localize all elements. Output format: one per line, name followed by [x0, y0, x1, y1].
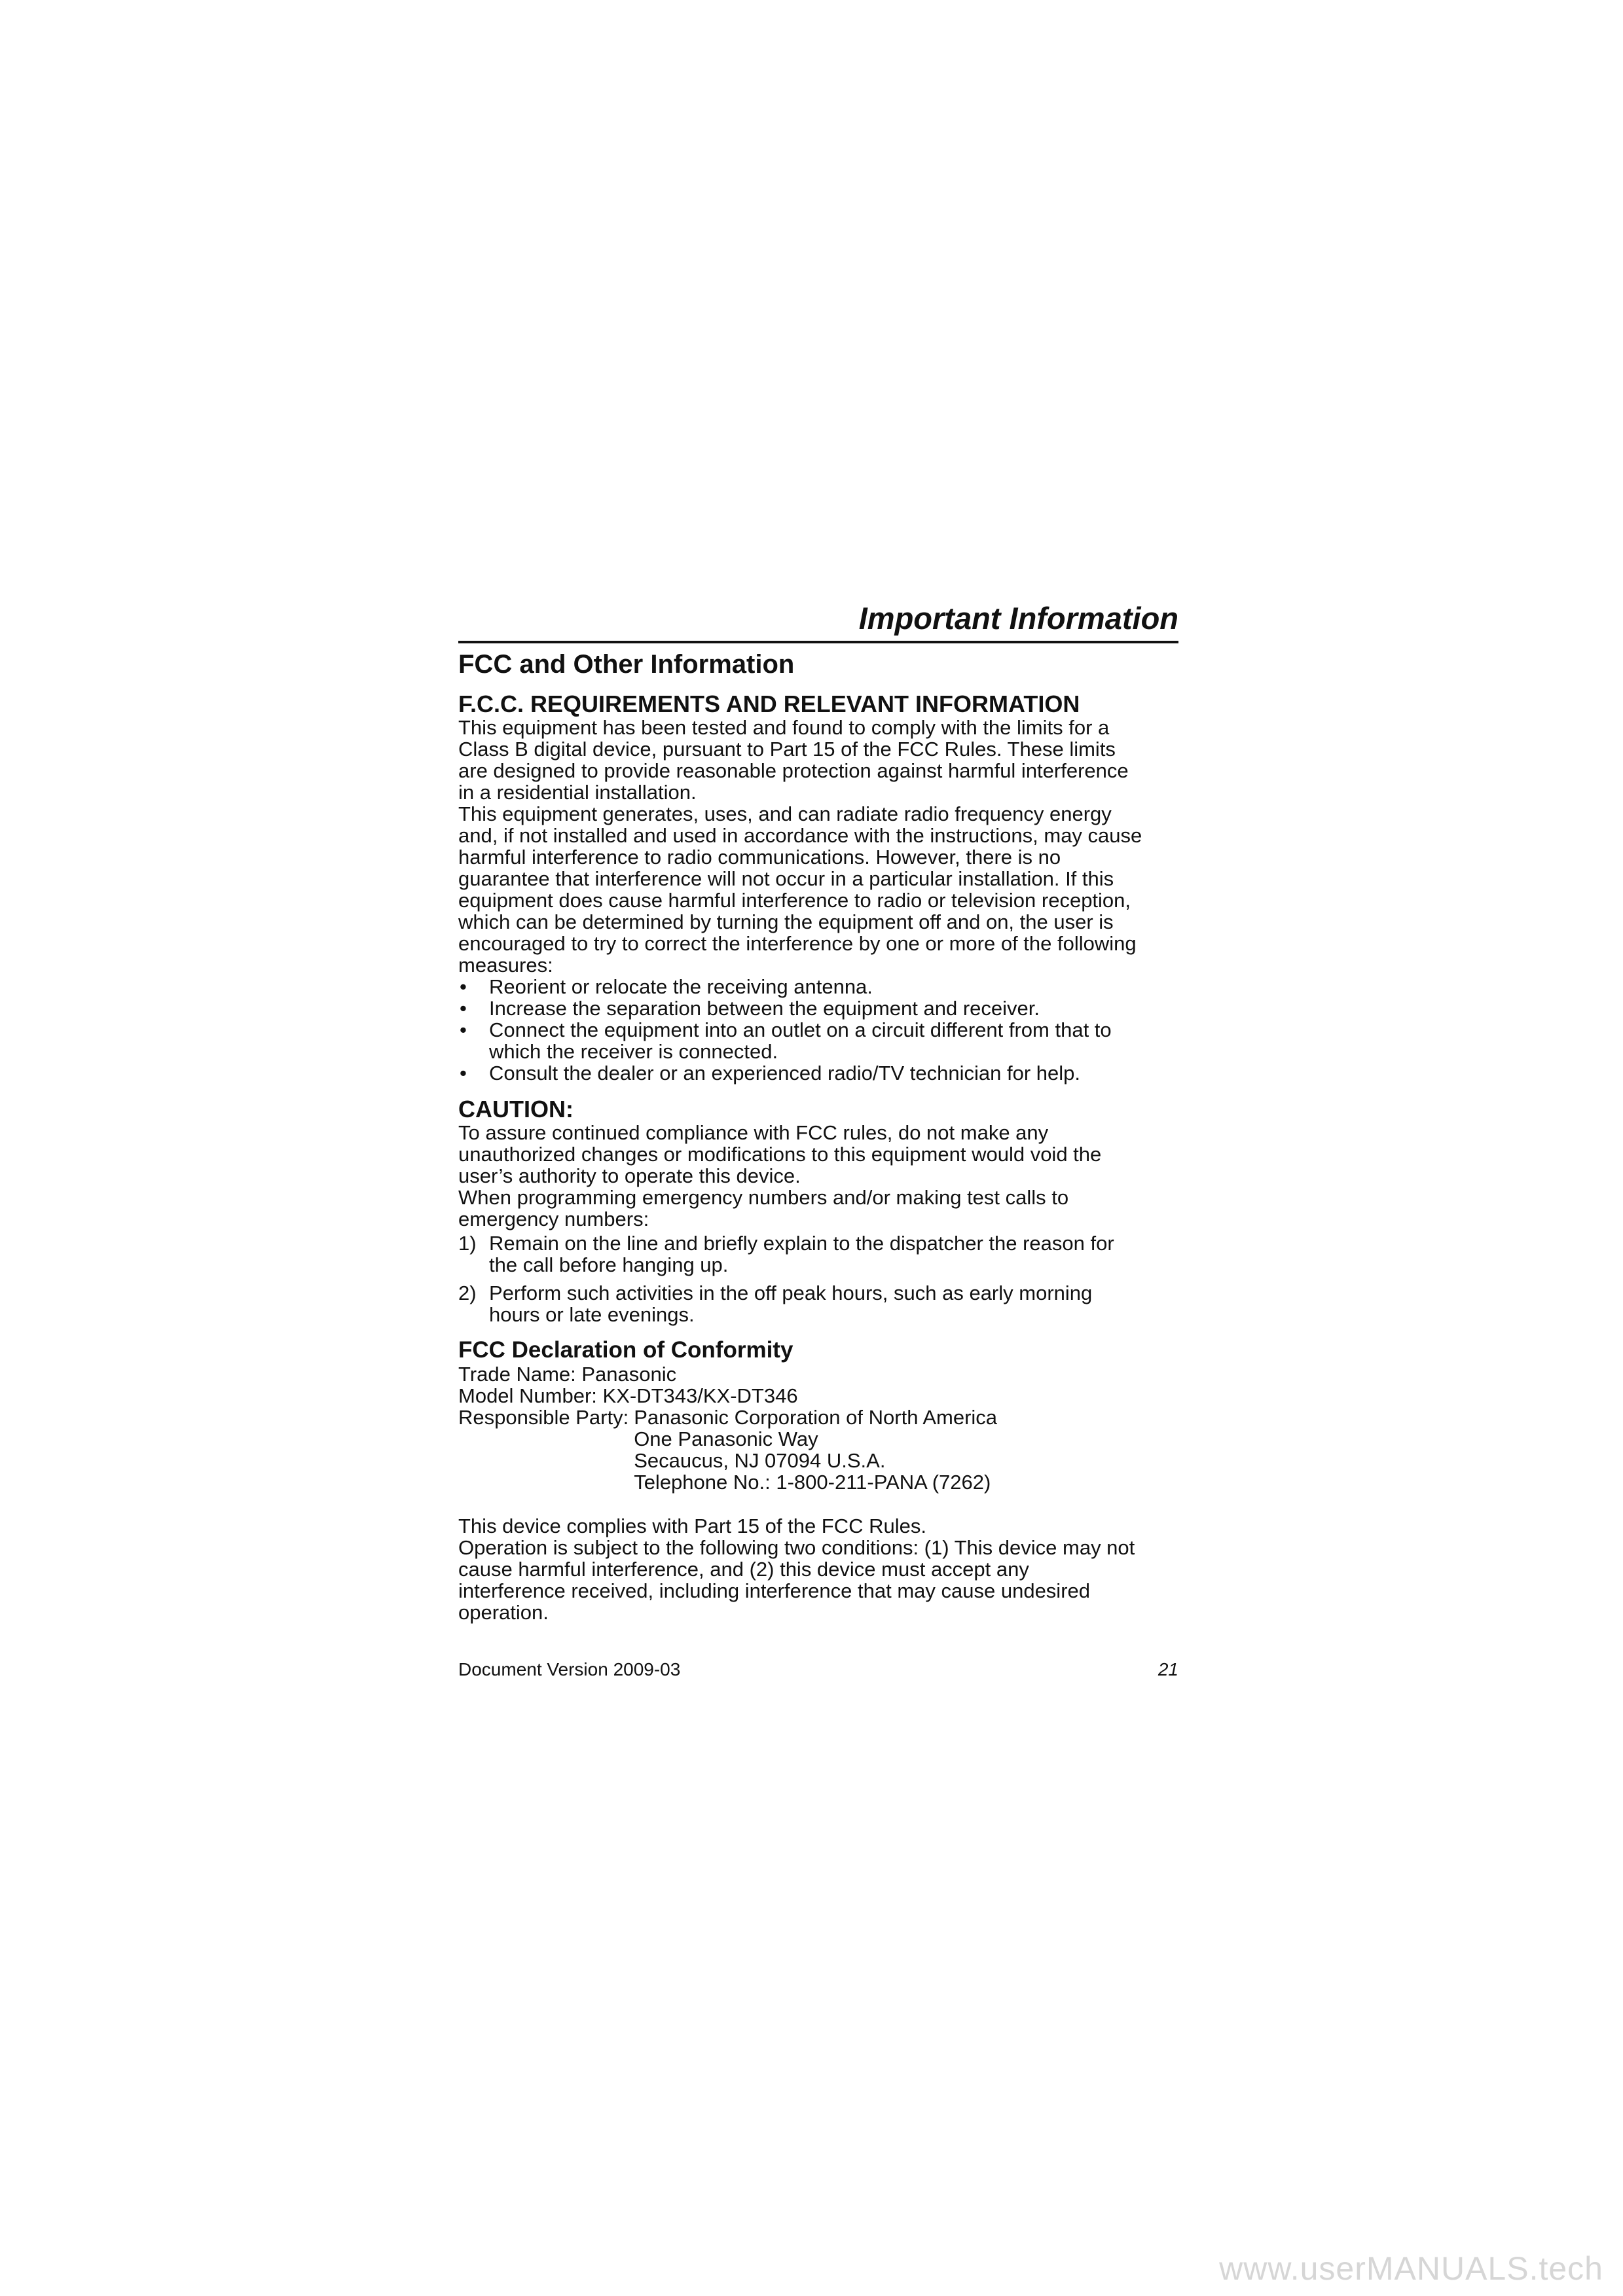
text-line: in a residential installation.: [458, 781, 697, 804]
text-line: emergency numbers:: [458, 1208, 649, 1230]
list-item-text: hours or late evenings.: [489, 1303, 695, 1326]
step-number: 1): [458, 1232, 477, 1255]
text-line: unauthorized changes or modifications to this equipment would void the: [458, 1143, 1102, 1166]
list-item-text: which the receiver is connected.: [489, 1040, 778, 1063]
list-item-text: Consult the dealer or an experienced radio/TV technician for help.: [489, 1062, 1080, 1085]
address-line: Panasonic Corporation of North America: [634, 1406, 998, 1429]
text-line: are designed to provide reasonable protection against harmful interference: [458, 759, 1129, 782]
text-line: and, if not installed and used in accordance with the instructions, may cause: [458, 824, 1142, 847]
list-item-text: the call before hanging up.: [489, 1253, 729, 1276]
text-line: harmful interference to radio communications. However, there is no: [458, 846, 1061, 869]
trade-name: Trade Name: Panasonic: [458, 1363, 677, 1386]
fcc-requirements-heading: F.C.C. REQUIREMENTS AND RELEVANT INFORMATION: [458, 691, 1080, 717]
text-line: This equipment generates, uses, and can radiate radio frequency energy: [458, 802, 1112, 825]
list-item: [458, 1232, 1178, 1276]
list-item: [458, 1019, 1178, 1062]
text-line: When programming emergency numbers and/or making test calls to: [458, 1186, 1069, 1209]
emergency-steps-list: [458, 1232, 1178, 1325]
text-line: which can be determined by turning the equipment off and on, the user is: [458, 910, 1114, 933]
declaration-heading: FCC Declaration of Conformity: [458, 1337, 793, 1363]
list-item-text: Perform such activities in the off peak hours, such as early morning: [489, 1282, 1093, 1304]
responsible-party-label: Responsible Party:: [458, 1406, 629, 1429]
text-line: user’s authority to operate this device.: [458, 1164, 801, 1187]
compliance-statement: This device complies with Part 15 of the FCC Rules.: [458, 1515, 926, 1537]
text-line: To assure continued compliance with FCC rules, do not make any: [458, 1121, 1049, 1144]
address-line: Secaucus, NJ 07094 U.S.A.: [634, 1449, 886, 1472]
responsible-party: [458, 1407, 1178, 1493]
address-line: One Panasonic Way: [634, 1427, 818, 1450]
address-line: Telephone No.: 1-800-211-PANA (7262): [634, 1471, 991, 1494]
list-item-text: Remain on the line and briefly explain to the dispatcher the reason for: [489, 1232, 1114, 1255]
text-line: guarantee that interference will not occur in a particular installation. If this: [458, 867, 1114, 890]
responsible-party-address: [629, 1407, 997, 1493]
page-footer: [458, 1659, 1178, 1680]
list-item: [458, 976, 1178, 997]
text-line: operation.: [458, 1601, 549, 1624]
caution-paragraph-1: [458, 1122, 1178, 1187]
operation-conditions: [458, 1537, 1178, 1623]
text-line: measures:: [458, 954, 553, 977]
text-line: This equipment has been tested and found to comply with the limits for a: [458, 716, 1110, 739]
text-line: cause harmful interference, and (2) this device must accept any: [458, 1558, 1029, 1581]
list-item-text: Reorient or relocate the receiving antenna.: [489, 975, 873, 998]
fcc-requirements-paragraph-1: [458, 717, 1178, 803]
caution-paragraph-2: [458, 1187, 1178, 1230]
page-title: FCC and Other Information: [458, 650, 795, 679]
section-header: Important Information: [458, 599, 1178, 643]
page-number: 21: [1158, 1659, 1178, 1679]
list-item: [458, 1062, 1178, 1084]
text-line: equipment does cause harmful interference to radio or television reception,: [458, 889, 1131, 912]
model-number: Model Number: KX-DT343/KX-DT346: [458, 1384, 798, 1407]
document-version: Document Version 2009-03: [458, 1659, 681, 1679]
page-content: [458, 599, 1178, 1623]
list-item-text: Increase the separation between the equipment and receiver.: [489, 997, 1040, 1020]
list-item: [458, 1282, 1178, 1325]
step-number: 2): [458, 1282, 477, 1304]
text-line: Class B digital device, pursuant to Part 15 of the FCC Rules. These limits: [458, 738, 1116, 761]
text-line: Operation is subject to the following two conditions: (1) This device may not: [458, 1536, 1135, 1559]
list-item-text: Connect the equipment into an outlet on a circuit different from that to: [489, 1018, 1112, 1041]
watermark: www.userMANUALS.tech: [1219, 2250, 1603, 2287]
text-line: encouraged to try to correct the interference by one or more of the following: [458, 932, 1137, 955]
spacer: [458, 1493, 1178, 1515]
measures-list: [458, 976, 1178, 1084]
caution-heading: CAUTION:: [458, 1096, 574, 1122]
text-line: interference received, including interference that may cause undesired: [458, 1579, 1090, 1602]
fcc-requirements-paragraph-2: [458, 803, 1178, 976]
list-item: [458, 997, 1178, 1019]
